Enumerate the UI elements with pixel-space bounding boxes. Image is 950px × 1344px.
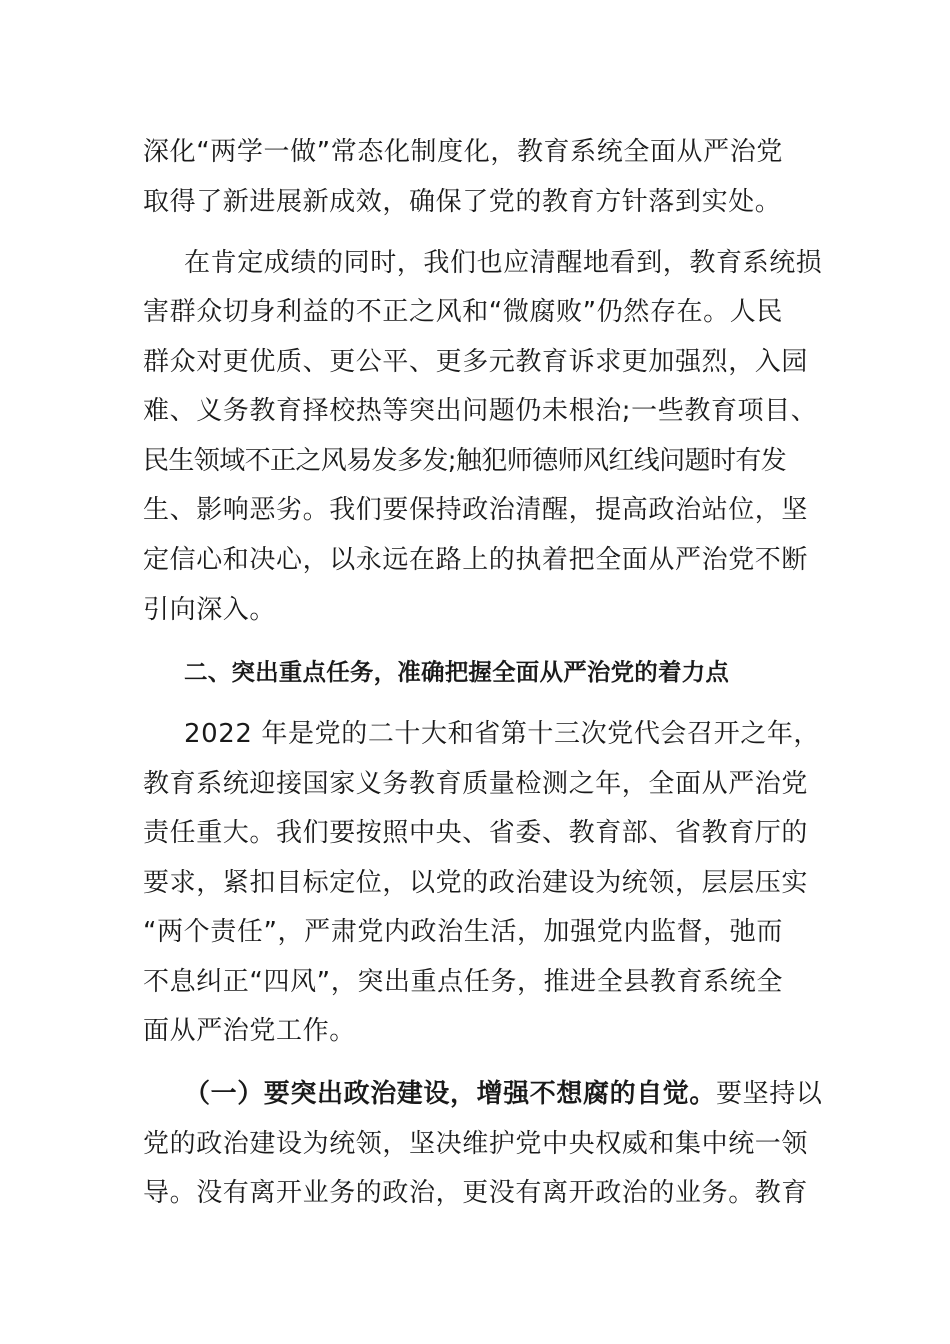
paragraph-line-19: [0, 1069, 950, 1119]
line-text: 群众对更优质、更公平、更多元教育诉求更加强烈，入园: [143, 347, 809, 377]
line-text: 引向深入。: [143, 595, 277, 625]
paragraph-line-5: [0, 337, 950, 387]
line-text: 责任重大。我们要按照中央、省委、教育部、省教育厅的: [143, 818, 809, 848]
paragraph-line-10: [0, 585, 950, 635]
paragraph-line-14: [0, 808, 950, 858]
line-text-continued: 要坚持以: [716, 1079, 823, 1109]
paragraph-line-3: [0, 238, 950, 288]
paragraph-line-6: [0, 386, 950, 436]
paragraph-line-1: [0, 127, 950, 177]
line-text: 害群众切身利益的不正之风和“微腐败”仍然存在。人民: [143, 297, 783, 327]
line-text: 在肯定成绩的同时，我们也应清醒地看到，教育系统损: [184, 248, 823, 278]
paragraph-line-9: [0, 535, 950, 585]
line-text: 面从严治党工作。: [143, 1016, 356, 1046]
line-text: 取得了新进展新成效，确保了党的教育方针落到实处。: [143, 187, 782, 217]
line-text: 生、影响恶劣。我们要保持政治清醒，提高政治站位，坚: [143, 495, 809, 525]
heading-text: 二、突出重点任务，准确把握全面从严治党的着力点: [184, 658, 730, 686]
line-text: 难、义务教育择校热等突出问题仍未根治;一些教育项目、: [143, 396, 818, 426]
paragraph-line-8: [0, 485, 950, 535]
paragraph-line-18: [0, 1006, 950, 1056]
subheading-text: （一）要突出政治建设，增强不想腐的自觉。: [184, 1079, 717, 1109]
paragraph-line-15: [0, 858, 950, 908]
paragraph-line-17: [0, 957, 950, 1007]
paragraph-line-2: [0, 177, 950, 227]
paragraph-line-13: [0, 759, 950, 809]
line-text: “两个责任”，严肃党内政治生活，加强党内监督，弛而: [143, 917, 783, 947]
line-text: 导。没有离开业务的政治，更没有离开政治的业务。教育: [143, 1178, 809, 1208]
line-text: 党的政治建设为统领，坚决维护党中央权威和集中统一领: [143, 1129, 809, 1159]
paragraph-line-12: [0, 709, 950, 759]
section-heading: [0, 647, 950, 697]
line-text: 定信心和决心，以永远在路上的执着把全面从严治党不断: [143, 545, 809, 575]
line-text: 教育系统迎接国家义务教育质量检测之年，全面从严治党: [143, 769, 809, 799]
line-text: 不息纠正“四风”，突出重点任务，推进全县教育系统全: [143, 967, 783, 997]
paragraph-line-21: [0, 1168, 950, 1218]
paragraph-line-16: [0, 907, 950, 957]
line-text: 深化“两学一做”常态化制度化，教育系统全面从严治党: [143, 137, 783, 167]
paragraph-line-7: [0, 436, 950, 486]
line-text: 民生领域不正之风易发多发;触犯师德师风红线问题时有发: [143, 446, 787, 476]
paragraph-line-20: [0, 1119, 950, 1169]
line-text: 2022 年是党的二十大和省第十三次党代会召开之年，: [184, 719, 821, 749]
paragraph-line-4: [0, 287, 950, 337]
line-text: 要求，紧扣目标定位，以党的政治建设为统领，层层压实: [143, 868, 809, 898]
line-text: [184, 1069, 822, 1119]
